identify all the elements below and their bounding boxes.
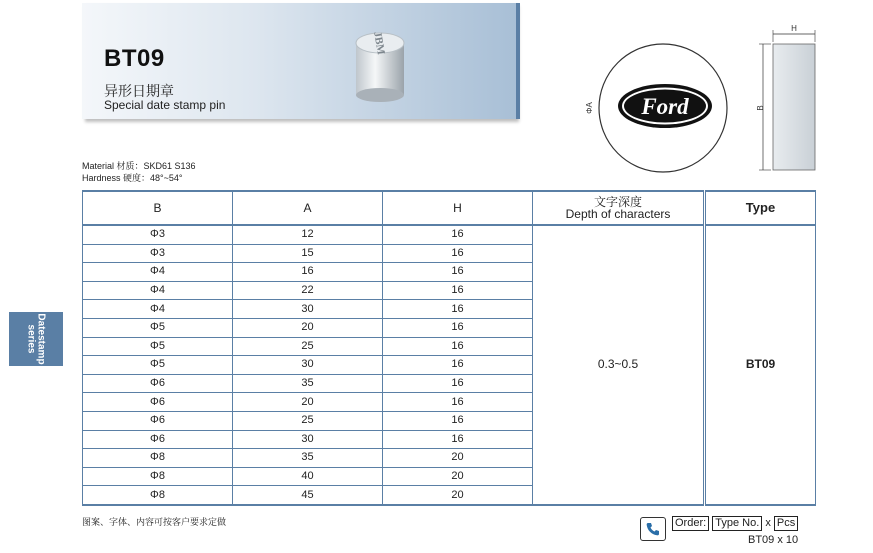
custom-order-note: 图案、字体、内容可按客户要求定做 [82,517,227,527]
cell-a: 12 [233,225,383,244]
cell-a: 35 [233,374,383,393]
cell-h: 16 [383,300,533,319]
cell-b: Φ6 [83,411,233,430]
cell-a: 30 [233,356,383,375]
cell-h: 20 [383,467,533,486]
header-depth-en: Depth of characters [565,207,671,221]
order-example: BT09 x 10 [748,534,799,546]
cell-h: 20 [383,486,533,505]
stamp-pin-image [350,27,410,105]
cell-h: 16 [383,225,533,244]
cell-b: Φ5 [83,318,233,337]
cell-a: 20 [233,393,383,412]
hardness-line: Hardness 硬度：48°~54° [82,173,183,183]
phone-glyph [645,521,661,537]
cell-b: Φ3 [83,244,233,263]
header-depth [533,191,705,225]
cell-b: Φ8 [83,449,233,468]
side-tab-label [26,313,46,364]
cell-a: 35 [233,449,383,468]
cell-a: 25 [233,411,383,430]
cell-b: Φ5 [83,356,233,375]
cell-b: Φ8 [83,467,233,486]
side-tab-line2: series [25,324,37,354]
header-b: B [83,191,233,225]
material-info [82,160,196,184]
header-type: Type [705,191,816,225]
header-h: H [383,191,533,225]
cell-h: 16 [383,430,533,449]
cell-b: Φ4 [83,263,233,282]
cell-h: 16 [383,411,533,430]
cell-h: 16 [383,281,533,300]
cell-b: Φ6 [83,393,233,412]
header-banner [82,3,516,119]
cell-h: 16 [383,318,533,337]
series-side-tab [9,312,63,366]
order-x-sep: x [765,517,771,529]
phone-icon [640,517,666,541]
diameter-label: ΦA [585,102,594,114]
cell-a: 45 [233,486,383,505]
cell-h: 16 [383,356,533,375]
cell-b: Φ8 [83,486,233,505]
cell-b: Φ5 [83,337,233,356]
table-header-row [83,191,816,225]
header-a: A [233,191,383,225]
cell-b: Φ3 [83,225,233,244]
pcs-label: Pcs [774,516,798,531]
cell-h: 20 [383,449,533,468]
cell-a: 30 [233,300,383,319]
stamp-side-diagram [745,18,825,178]
cell-b: Φ6 [83,430,233,449]
cell-h: 16 [383,374,533,393]
cell-h: 16 [383,244,533,263]
cell-a: 25 [233,337,383,356]
cell-a: 30 [233,430,383,449]
width-label: B [756,105,765,111]
height-label: H [791,24,797,33]
cell-b: Φ4 [83,300,233,319]
header-depth-cn: 文字深度 [593,195,642,209]
order-label: Order: [672,516,709,531]
cell-a: 22 [233,281,383,300]
type-value: BT09 [705,225,816,505]
logo-text: Ford [641,94,689,119]
cell-a: 20 [233,318,383,337]
product-subtitle-en: Special date stamp pin [104,98,226,112]
cell-b: Φ6 [83,374,233,393]
cell-h: 16 [383,337,533,356]
material-line: Material 材质：SKD61 S136 [82,161,196,171]
spec-table [82,190,816,506]
cell-b: Φ4 [83,281,233,300]
depth-value: 0.3~0.5 [533,225,705,505]
cell-a: 16 [233,263,383,282]
order-format [672,516,798,531]
table-row [83,225,816,244]
banner-edge [516,3,520,119]
cell-a: 40 [233,467,383,486]
cell-h: 16 [383,263,533,282]
pin-engraving: JBM [371,30,387,56]
product-title: BT09 [104,45,165,72]
stamp-face-diagram [580,38,740,178]
side-tab-line1: Datestamp [35,313,47,365]
type-no-label: Type No. [712,516,762,531]
product-subtitle-cn: 异形日期章 [104,83,174,99]
cell-h: 16 [383,393,533,412]
cell-a: 15 [233,244,383,263]
